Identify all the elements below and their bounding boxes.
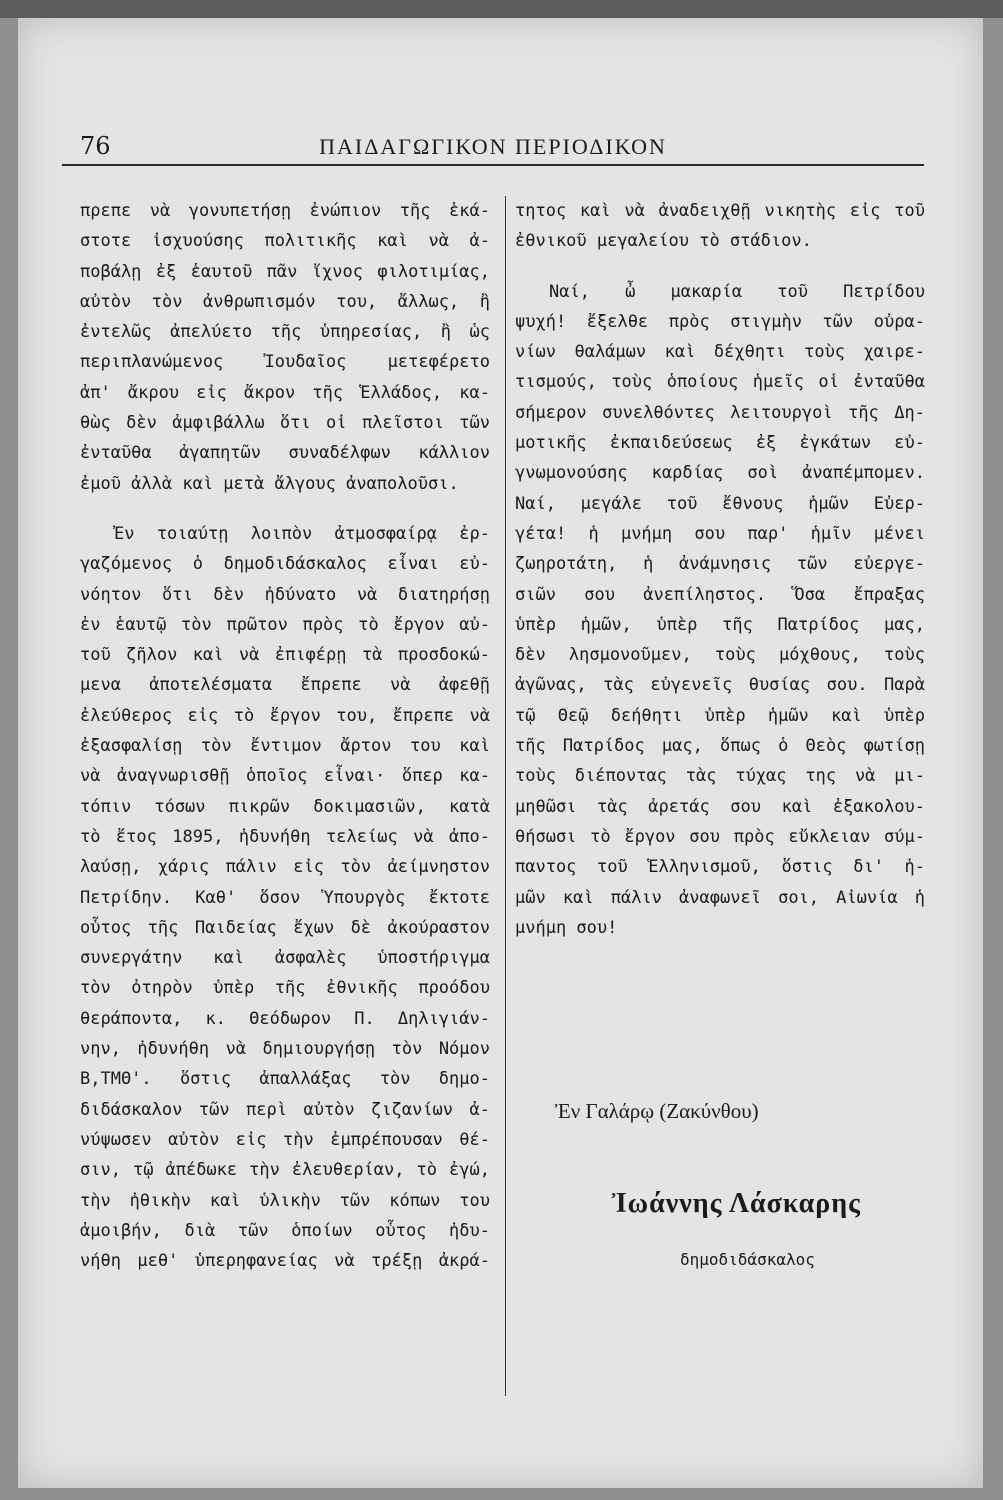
text-line: νήθη μεθ' ὑπερηφανείας νὰ τρέξῃ ἀκρά- [80, 1251, 490, 1272]
page-number: 76 [80, 132, 111, 160]
paragraph [80, 196, 490, 499]
text-line: σιν, τῷ ἀπέδωκε τὴν ἐλευθερίαν, τὸ ἐγώ, [80, 1160, 490, 1181]
text-line: γέτα! ἡ μνήμη σου παρ' ἡμῖν μένει [515, 523, 925, 544]
text-line: αὐτὸν τὸν ἀνθρωπισμόν του, ἄλλως, ἢ [80, 291, 490, 312]
text-line: λαύσῃ, χάρις πάλιν εἰς τὸν ἀείμνηστον [80, 857, 490, 878]
text-line: τὴν ἠθικὴν καὶ ὑλικὴν τῶν κόπων του [80, 1190, 490, 1211]
text-line: τόπιν τόσων πικρῶν δοκιμασιῶν, κατὰ [80, 796, 490, 817]
text-line: ἐθνικοῦ μεγαλείου τὸ στάδιον. [515, 231, 812, 252]
text-line: μῶν καὶ πάλιν ἀναφωνεῖ σοι, Αἰωνία ἡ [515, 887, 925, 908]
text-line: ὑπὲρ ἡμῶν, ὑπὲρ τῆς Πατρίδος μας, [515, 614, 925, 635]
text-line: ζωηροτάτη, ἡ ἀνάμνησις τῶν εὐεργε- [515, 554, 925, 575]
text-line: θήσωσι τὸ ἔργον σου πρὸς εὔκλειαν σύμ- [515, 826, 925, 847]
header-rule [62, 164, 924, 166]
text-line: διδάσκαλον τῶν περὶ αὐτὸν ζιζανίων ἀ- [80, 1099, 490, 1120]
text-line: νόητον ὅτι δὲν ἠδύνατο νὰ διατηρήσῃ [80, 584, 490, 605]
text-line: παντος τοῦ Ἑλληνισμοῦ, ὅστις δι' ἡ- [515, 857, 925, 878]
text-line: περιπλανώμενος Ἰουδαῖος μετεφέρετο [80, 352, 490, 373]
text-line: Ναί, ὦ μακαρία τοῦ Πετρίδου [549, 281, 925, 302]
text-line: στοτε ἰσχυούσης πολιτικῆς καὶ νὰ ἀ- [80, 231, 490, 252]
text-line: μνήμη σου! [515, 917, 618, 938]
text-line: μηθῶσι τὰς ἀρετάς σου καὶ ἐξακολου- [515, 796, 925, 817]
text-line: τοῦ ζῆλον καὶ νὰ ἐπιφέρῃ τὰ προσδοκώ- [80, 645, 490, 666]
column-divider [505, 196, 506, 1396]
text-line: γνωμονούσης καρδίας σοὶ ἀναπέμπομεν. [515, 463, 925, 484]
paragraph [80, 519, 490, 1276]
paragraph [515, 277, 925, 944]
text-line: νύψωσεν αὐτὸν εἰς τὴν ἐμπρέπουσαν θέ- [80, 1129, 490, 1150]
text-line: δὲν λησμονοῦμεν, τοὺς μόχθους, τοὺς [515, 645, 925, 666]
text-line: Πετρίδην. Καθ' ὅσον Ὑπουργὸς ἔκτοτε [80, 887, 490, 908]
text-line: πρεπε νὰ γονυπετήσῃ ἐνώπιον τῆς ἑκά- [80, 201, 490, 221]
right-column [515, 196, 925, 943]
text-line: τῷ Θεῷ δεήθητι ὑπὲρ ἡμῶν καὶ ὑπὲρ [515, 705, 925, 726]
text-line: νην, ἠδυνήθη νὰ δημιουργήσῃ τὸν Νόμον [80, 1039, 490, 1060]
text-line: ἐμοῦ ἀλλὰ καὶ μετὰ ἄλγους ἀναπολοῦσι. [80, 473, 459, 494]
page-header [62, 128, 924, 162]
text-line: γαζόμενος ὁ δημοδιδάσκαλος εἶναι εὐ- [80, 554, 490, 575]
text-line: οὗτος τῆς Παιδείας ἔχων δὲ ἀκούραστον [80, 917, 490, 938]
text-line: μοτικῆς ἐκπαιδεύσεως ἐξ ἐγκάτων εὐ- [515, 433, 925, 454]
text-line: τῆς Πατρίδος μας, ὅπως ὁ Θεὸς φωτίσῃ [515, 736, 925, 757]
running-title: ΠΑΙΔΑΓΩΓΙΚΟΝ ΠΕΡΙΟΔΙΚΟΝ [319, 134, 667, 159]
scan-top-border [0, 0, 1003, 18]
text-line: ἀπ' ἄκρου εἰς ἄκρον τῆς Ἑλλάδος, κα- [80, 382, 490, 403]
text-line: ἐν ἑαυτῷ τὸν πρῶτον πρὸς τὸ ἔργον αὐ- [80, 614, 490, 635]
text-line: ἐνταῦθα ἀγαπητῶν συναδέλφων κάλλιον [80, 443, 490, 464]
text-line: σήμερον συνελθόντες λειτουργοὶ τῆς Δη- [515, 402, 925, 423]
author-name: Ἰωάννης Λάσκαρης [612, 1188, 861, 1219]
text-line: Β,ΤΜΘ'. ὅστις ἀπαλλάξας τὸν δημο- [80, 1069, 490, 1090]
text-line: τὸ ἔτος 1895, ἠδυνήθη τελείως νὰ ἀπο- [80, 826, 490, 847]
paragraph [515, 196, 925, 257]
text-line: τοὺς διέποντας τὰς τύχας της νὰ μι- [515, 766, 925, 787]
text-line: συνεργάτην καὶ ἀσφαλὲς ὑποστήριγμα [80, 948, 490, 969]
text-line: τὸν ὀτηρὸν ὑπὲρ τῆς ἐθνικῆς προόδου [80, 978, 490, 999]
text-line: ἐντελῶς ἀπελύετο τῆς ὑπηρεσίας, ἢ ὡς [80, 322, 490, 343]
text-line: Ἐν τοιαύτῃ λοιπὸν ἀτμοσφαίρᾳ ἐρ- [114, 523, 490, 544]
text-line: νίων θαλάμων καὶ δέχθητι τοὺς χαιρε- [515, 342, 925, 363]
text-line: ποβάλῃ ἐξ ἑαυτοῦ πᾶν ἴχνος φιλοτιμίας, [80, 261, 490, 282]
text-line: θεράποντα, κ. Θεόδωρον Π. Δηλιγιάν- [80, 1008, 490, 1029]
text-line: νὰ ἀναγνωρισθῇ ὁποῖος εἶναι· ὅπερ κα- [80, 766, 490, 787]
author-title: δημοδιδάσκαλος [680, 1250, 815, 1269]
text-line: θὼς δὲν ἀμφιβάλλω ὅτι οἱ πλεῖστοι τῶν [80, 413, 490, 434]
text-line: τητος καὶ νὰ ἀναδειχθῇ νικητὴς εἰς τοῦ [515, 201, 925, 221]
signature-place: Ἐν Γαλάρῳ (Ζακύνθου) [555, 1099, 759, 1123]
text-line: μενα ἀποτελέσματα ἔπρεπε νὰ ἀφεθῇ [80, 675, 490, 696]
text-line: σιῶν σου ἀνεπίληστος. Ὅσα ἔπραξας [515, 584, 925, 605]
text-line: Ναί, μεγάλε τοῦ ἔθνους ἡμῶν Εὐερ- [515, 493, 925, 514]
text-line: ἀγῶνας, τὰς εὐγενεῖς θυσίας σου. Παρὰ [515, 675, 925, 696]
text-line: ψυχή! ἔξελθε πρὸς στιγμὴν τῶν οὐρα- [515, 311, 925, 332]
text-line: ἐλεύθερος εἰς τὸ ἔργον του, ἔπρεπε νὰ [80, 705, 490, 726]
text-line: ἐξασφαλίσῃ τὸν ἔντιμον ἄρτον του καὶ [80, 736, 490, 757]
left-column [80, 196, 490, 1276]
text-line: τισμούς, τοὺς ὁποίους ἡμεῖς οἱ ἐνταῦθα [515, 372, 925, 393]
text-line: ἀμοιβήν, διὰ τῶν ὁποίων οὗτος ἠδυ- [80, 1220, 490, 1241]
